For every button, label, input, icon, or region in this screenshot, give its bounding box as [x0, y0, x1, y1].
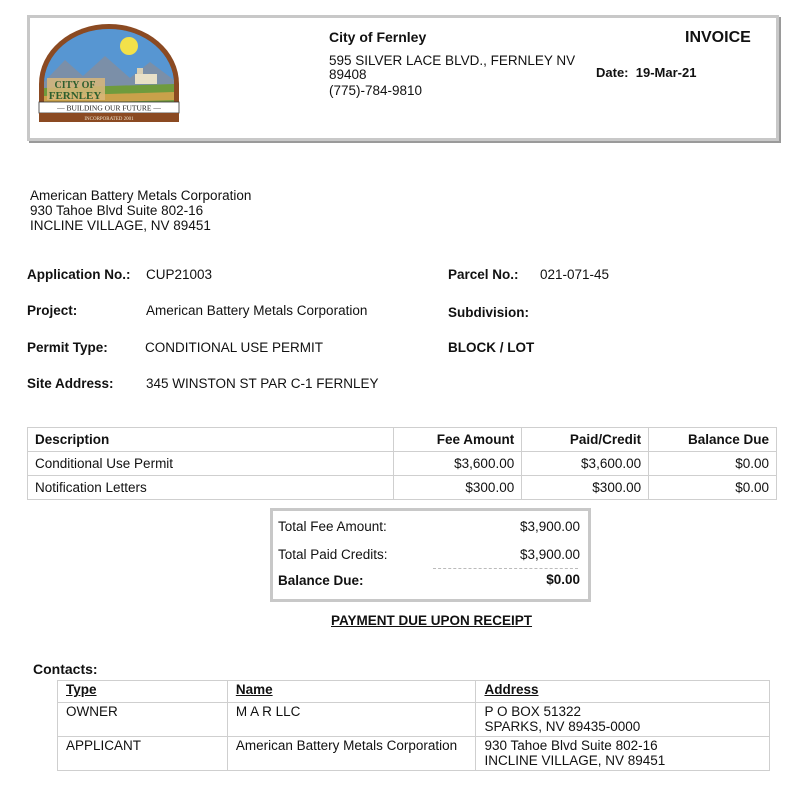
total-paid-value: $3,900.00	[519, 547, 580, 562]
fees-header-balance-due: Balance Due	[649, 428, 777, 452]
project-label: Project:	[27, 303, 78, 318]
contact-address-line1: P O BOX 51322	[484, 704, 582, 719]
fees-header-row	[28, 428, 777, 452]
bill-to-city: INCLINE VILLAGE, NV 89451	[30, 218, 211, 233]
payment-notice: PAYMENT DUE UPON RECEIPT	[331, 613, 533, 628]
project-value: American Battery Metals Corporation	[146, 303, 368, 318]
contacts-header-row	[58, 681, 770, 703]
application-label: Application No.:	[27, 267, 131, 282]
site-address-label: Site Address:	[27, 376, 114, 391]
fee-description: Notification Letters	[28, 476, 394, 500]
fee-paid: $300.00	[522, 476, 649, 500]
site-address-value: 345 WINSTON ST PAR C-1 FERNLEY	[146, 376, 379, 391]
contact-type: APPLICANT	[58, 737, 228, 771]
contact-address-line2: INCLINE VILLAGE, NV 89451	[484, 753, 666, 768]
document-type: INVOICE	[685, 29, 751, 46]
application-value: CUP21003	[146, 267, 213, 282]
contacts-title: Contacts:	[33, 661, 98, 677]
logo-incorporated-text: INCORPORATED 2001	[84, 117, 134, 122]
city-address-line2: 89408	[329, 67, 367, 82]
city-of-fernley-logo	[35, 22, 183, 124]
contact-address-line2: SPARKS, NV 89435-0000	[484, 719, 641, 734]
contact-address	[476, 737, 770, 771]
contacts-table	[57, 680, 770, 771]
balance-due-label: Balance Due:	[278, 573, 364, 588]
logo-text-fernley: FERNLEY	[48, 90, 102, 102]
bill-to-street: 930 Tahoe Blvd Suite 802-16	[30, 203, 204, 218]
total-paid-label: Total Paid Credits:	[278, 547, 388, 562]
fees-header-description: Description	[28, 428, 394, 452]
table-row	[28, 452, 777, 476]
contacts-header-name: Name	[227, 681, 476, 703]
fee-balance: $0.00	[649, 476, 777, 500]
table-row	[28, 476, 777, 500]
bill-to-address	[30, 188, 251, 233]
contact-address-line1: 930 Tahoe Blvd Suite 802-16	[484, 738, 658, 753]
contacts-header-type: Type	[58, 681, 228, 703]
fee-description: Conditional Use Permit	[28, 452, 394, 476]
date-value: 19-Mar-21	[635, 65, 697, 80]
totals-box	[270, 508, 591, 602]
balance-due-value: $0.00	[546, 572, 580, 587]
parcel-label: Parcel No.:	[448, 267, 519, 282]
contact-type: OWNER	[58, 703, 228, 737]
table-row	[58, 737, 770, 771]
logo-banner-text: — BUILDING OUR FUTURE —	[57, 103, 161, 113]
building-icon	[135, 74, 157, 84]
total-fee-value: $3,900.00	[519, 519, 580, 534]
subdivision-label: Subdivision:	[448, 305, 529, 320]
contacts-header-address: Address	[476, 681, 770, 703]
invoice-date	[596, 65, 696, 80]
date-label: Date:	[596, 65, 629, 80]
table-row	[58, 703, 770, 737]
logo-text-city: CITY OF	[54, 80, 96, 91]
fee-amount: $300.00	[394, 476, 522, 500]
city-address-line1: 595 SILVER LACE BLVD., FERNLEY NV	[329, 53, 576, 68]
bill-to-name: American Battery Metals Corporation	[30, 188, 252, 203]
fee-amount: $3,600.00	[394, 452, 522, 476]
fees-header-fee-amount: Fee Amount	[394, 428, 522, 452]
sun-icon	[120, 37, 138, 55]
total-fee-label: Total Fee Amount:	[278, 519, 387, 534]
block-lot-label: BLOCK / LOT	[448, 340, 535, 355]
fee-paid: $3,600.00	[522, 452, 649, 476]
totals-divider	[433, 568, 578, 569]
city-address	[329, 54, 575, 82]
fees-table	[27, 427, 777, 500]
contact-address	[476, 703, 770, 737]
fees-header-paid-credit: Paid/Credit	[522, 428, 649, 452]
city-phone: (775)-784-9810	[329, 83, 423, 98]
contact-name: American Battery Metals Corporation	[227, 737, 476, 771]
permit-type-label: Permit Type:	[27, 340, 108, 355]
city-name: City of Fernley	[329, 29, 427, 45]
contact-name: M A R LLC	[227, 703, 476, 737]
parcel-value: 021-071-45	[540, 267, 610, 282]
permit-type-value: CONDITIONAL USE PERMIT	[145, 340, 324, 355]
fee-balance: $0.00	[649, 452, 777, 476]
